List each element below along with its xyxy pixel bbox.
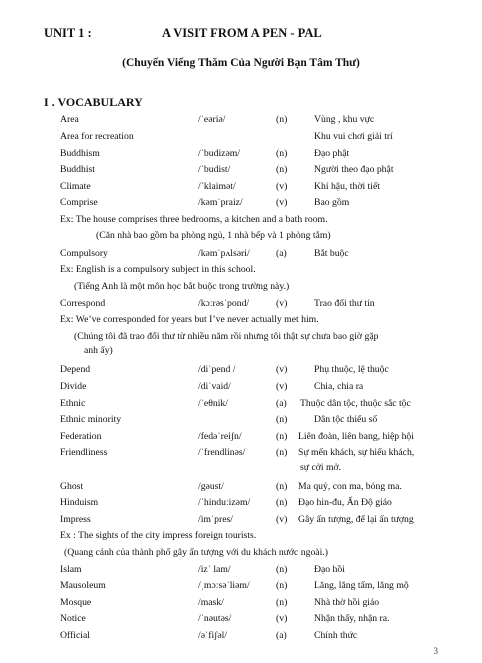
vocab-pos: (a) xyxy=(276,630,287,641)
vocab-pos: (n) xyxy=(276,580,288,591)
vocab-pos: (n) xyxy=(276,481,288,492)
example-translation: anh ấy) xyxy=(84,345,113,356)
vocab-ipa: /ˈeθnik/ xyxy=(198,398,228,409)
vocab-word: Impress xyxy=(60,514,91,525)
vocab-word: Ethnic minority xyxy=(60,414,122,425)
vocab-pos: (a) xyxy=(276,248,287,259)
vocab-pos: (n) xyxy=(276,431,288,442)
vocab-ipa: /imˈpres/ xyxy=(198,514,233,525)
vocab-pos: (v) xyxy=(276,197,288,208)
vocab-word: Ghost xyxy=(60,481,84,492)
vocab-pos: (n) xyxy=(276,497,288,508)
vocab-word: Mosque xyxy=(60,597,92,608)
unit-label: UNIT 1 : xyxy=(44,26,92,40)
vocab-pos: (v) xyxy=(276,181,288,192)
vocab-ipa: /ˈbudizəm/ xyxy=(198,148,240,159)
vocab-ipa: /diˈpend / xyxy=(198,364,236,375)
vocab-meaning: Chia, chia ra xyxy=(314,381,364,392)
vocab-meaning: Bao gồm xyxy=(314,197,350,208)
vocab-ipa: /ˌmɔːsəˈliəm/ xyxy=(198,580,250,591)
vocab-ipa: /ˈbudist/ xyxy=(198,164,231,175)
vocab-word: Mausoleum xyxy=(60,580,106,591)
vocab-word: Climate xyxy=(60,181,91,192)
vocab-pos: (v) xyxy=(276,381,288,392)
vocab-ipa: /ˈeəriə/ xyxy=(198,114,226,125)
vocab-ipa: /ˈhinduːizəm/ xyxy=(198,497,251,508)
vocab-meaning: Đạo phật xyxy=(314,148,350,159)
vocab-word: Divide xyxy=(60,381,87,392)
vocab-meaning: Dân tộc thiểu số xyxy=(314,414,378,425)
vocab-meaning: Đạo hin-đu, Ấn Độ giáo xyxy=(298,497,392,508)
vocab-meaning: Gây ấn tượng, để lại ấn tượng xyxy=(298,514,414,525)
vocab-word: Buddhism xyxy=(60,148,100,159)
vocab-word: Compulsory xyxy=(60,248,108,259)
vocab-word: Depend xyxy=(60,364,91,375)
vocab-ipa: /ˈfrendlinəs/ xyxy=(198,447,246,458)
vocab-meaning: Bắt buộc xyxy=(314,248,349,259)
unit-subtitle: (Chuyến Viếng Thăm Của Người Bạn Tâm Thư) xyxy=(122,57,360,69)
vocab-pos: (n) xyxy=(276,164,288,175)
vocab-pos: (v) xyxy=(276,364,288,375)
vocab-pos: (n) xyxy=(276,447,288,458)
vocab-meaning-continued: sự cởi mở. xyxy=(300,462,342,473)
vocab-meaning: Phụ thuộc, lệ thuộc xyxy=(314,364,389,375)
vocab-ipa: /kɔːrəsˈpond/ xyxy=(198,298,250,309)
example-sentence: Ex : The sights of the city impress foreign tourists. xyxy=(60,530,257,541)
vocab-ipa: /əˈfiʃəl/ xyxy=(198,630,228,641)
vocab-pos: (v) xyxy=(276,613,288,624)
section-title: I . VOCABULARY xyxy=(44,95,143,109)
vocab-meaning: Đạo hồi xyxy=(314,564,345,575)
example-translation: (Quang cảnh của thành phố gây ấn tượng với du khách nước ngoài.) xyxy=(64,547,328,558)
vocab-pos: (v) xyxy=(276,514,288,525)
vocab-pos: (n) xyxy=(276,597,288,608)
vocab-ipa: /kəmˈpʌlsəri/ xyxy=(198,248,250,259)
vocab-ipa: /ˋklaimət/ xyxy=(198,181,236,192)
example-translation: (Tiếng Anh là một môn học bắt buộc trong trường này.) xyxy=(74,281,290,292)
vocab-ipa: /gəust/ xyxy=(198,481,224,492)
vocab-word: Official xyxy=(60,630,90,641)
vocab-pos: (v) xyxy=(276,298,288,309)
vocab-meaning: Khu vui chơi giải trí xyxy=(314,131,393,142)
example-sentence: Ex: English is a compulsory subject in this school. xyxy=(60,264,256,275)
vocab-word: Buddhist xyxy=(60,164,95,175)
vocab-pos: (a) xyxy=(276,398,287,409)
vocab-meaning: Trao đổi thư tín xyxy=(314,298,375,309)
vocab-ipa: /mask/ xyxy=(198,597,224,608)
vocab-word: Federation xyxy=(60,431,102,442)
vocab-word: Correspond xyxy=(60,298,106,309)
example-sentence: Ex: The house comprises three bedrooms, a kitchen and a bath room. xyxy=(60,214,328,225)
vocab-ipa: /izˈ lam/ xyxy=(198,564,231,575)
vocab-word: Notice xyxy=(60,613,86,624)
vocab-meaning: Liên đoàn, liên bang, hiệp hội xyxy=(298,431,414,442)
vocab-pos: (n) xyxy=(276,148,288,159)
vocab-pos: (n) xyxy=(276,414,288,425)
vocab-pos: (n) xyxy=(276,114,288,125)
vocab-pos: (n) xyxy=(276,564,288,575)
vocab-word: Area xyxy=(60,114,79,125)
vocab-ipa: /fedəˈreiʃn/ xyxy=(198,431,242,442)
vocab-meaning: Nhận thấy, nhận ra. xyxy=(314,613,390,624)
example-sentence: Ex: We’ve corresponded for years but I’ve never actually met him. xyxy=(60,314,319,325)
page-number: 3 xyxy=(433,646,438,656)
vocab-meaning: Thuộc dân tộc, thuộc sắc tộc xyxy=(300,398,411,409)
vocab-word: Area for recreation xyxy=(60,131,134,142)
vocab-word: Friendliness xyxy=(60,447,108,458)
example-translation: (Căn nhà bao gồm ba phòng ngủ, 1 nhà bếp và 1 phòng tắm) xyxy=(96,230,331,241)
vocab-meaning: Sự mến khách, sự hiếu khách, xyxy=(298,447,415,458)
vocab-word: Islam xyxy=(60,564,82,575)
vocab-meaning: Ma quỷ, con ma, bóng ma. xyxy=(298,481,402,492)
vocab-meaning: Nhà thờ hồi giáo xyxy=(314,597,380,608)
vocab-meaning: Khí hậu, thời tiết xyxy=(314,181,380,192)
vocab-word: Comprise xyxy=(60,197,98,208)
vocab-meaning: Lăng, lăng tẩm, lăng mộ xyxy=(314,580,409,591)
vocab-meaning: Vùng , khu vực xyxy=(314,114,375,125)
vocab-ipa: /kəmˈpraiz/ xyxy=(198,197,243,208)
vocab-word: Ethnic xyxy=(60,398,86,409)
vocab-meaning: Chính thức xyxy=(314,630,358,641)
vocab-ipa: /diˈvaid/ xyxy=(198,381,231,392)
example-translation: (Chúng tôi đã trao đổi thư từ nhiều năm rồi nhưng tôi thật sự chưa bao giờ gặp xyxy=(74,331,379,342)
vocab-word: Hinduism xyxy=(60,497,99,508)
unit-title: A VISIT FROM A PEN - PAL xyxy=(162,26,322,40)
vocab-meaning: Người theo đạo phật xyxy=(314,164,394,175)
vocab-ipa: /ˈnəutəs/ xyxy=(198,613,232,624)
